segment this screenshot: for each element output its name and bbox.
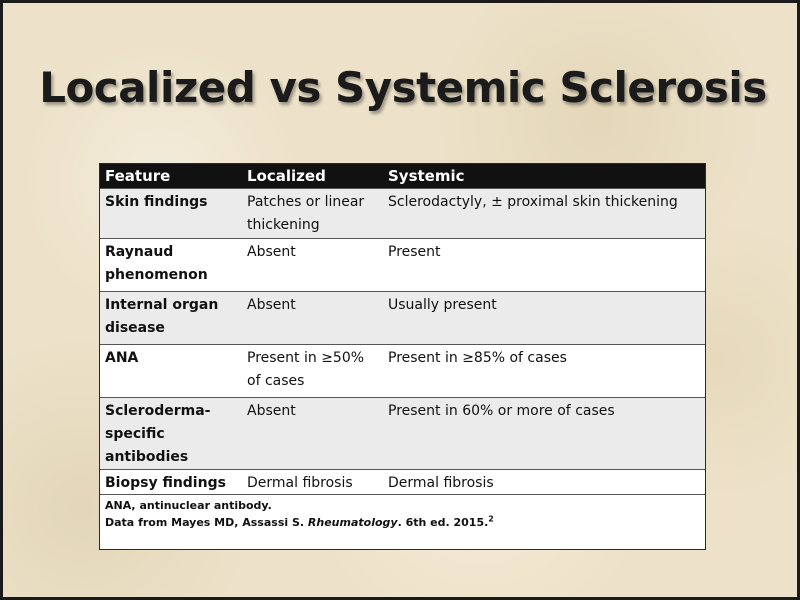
row-localized: Dermal fibrosis — [242, 470, 383, 496]
row-localized: Absent — [242, 398, 383, 470]
row-systemic: Sclerodactyly, ± proximal skin thickening — [383, 189, 705, 239]
header-feature: Feature — [100, 164, 242, 189]
footnote-source — [105, 514, 695, 531]
header-localized: Localized — [242, 164, 383, 189]
footnote-source-prefix: Data from Mayes MD, Assassi S. — [105, 516, 308, 529]
slide-title: Localized vs Systemic Sclerosis — [39, 63, 767, 112]
header-systemic: Systemic — [383, 164, 705, 189]
row-localized: Absent — [242, 292, 383, 345]
row-systemic: Present in 60% or more of cases — [383, 398, 705, 470]
table-row — [100, 239, 705, 292]
row-feature: Internal organ disease — [100, 292, 242, 345]
row-systemic: Dermal fibrosis — [383, 470, 705, 496]
row-localized: Absent — [242, 239, 383, 292]
comparison-table — [100, 164, 705, 495]
row-feature: Skin findings — [100, 189, 242, 239]
comparison-table-container — [99, 163, 706, 550]
table-row — [100, 345, 705, 398]
footnote-source-journal: Rheumatology — [307, 516, 398, 529]
table-header-row — [100, 164, 705, 189]
table-footnote — [105, 497, 695, 531]
row-feature: Raynaud phenomenon — [100, 239, 242, 292]
table-row — [100, 292, 705, 345]
row-feature: Biopsy findings — [100, 470, 242, 496]
row-feature: ANA — [100, 345, 242, 398]
row-feature: Scleroderma-specific antibodies — [100, 398, 242, 470]
footnote-divider — [100, 494, 705, 495]
footnote-source-suffix: . 6th ed. 2015. — [397, 516, 489, 529]
row-localized: Present in ≥50% of cases — [242, 345, 383, 398]
table-row — [100, 189, 705, 239]
row-systemic: Present — [383, 239, 705, 292]
footnote-abbreviation: ANA, antinuclear antibody. — [105, 499, 272, 512]
footnote-reference-number: 2 — [488, 514, 494, 524]
row-localized: Patches or linear thickening — [242, 189, 383, 239]
row-systemic: Usually present — [383, 292, 705, 345]
table-row — [100, 470, 705, 496]
row-systemic: Present in ≥85% of cases — [383, 345, 705, 398]
table-row — [100, 398, 705, 470]
